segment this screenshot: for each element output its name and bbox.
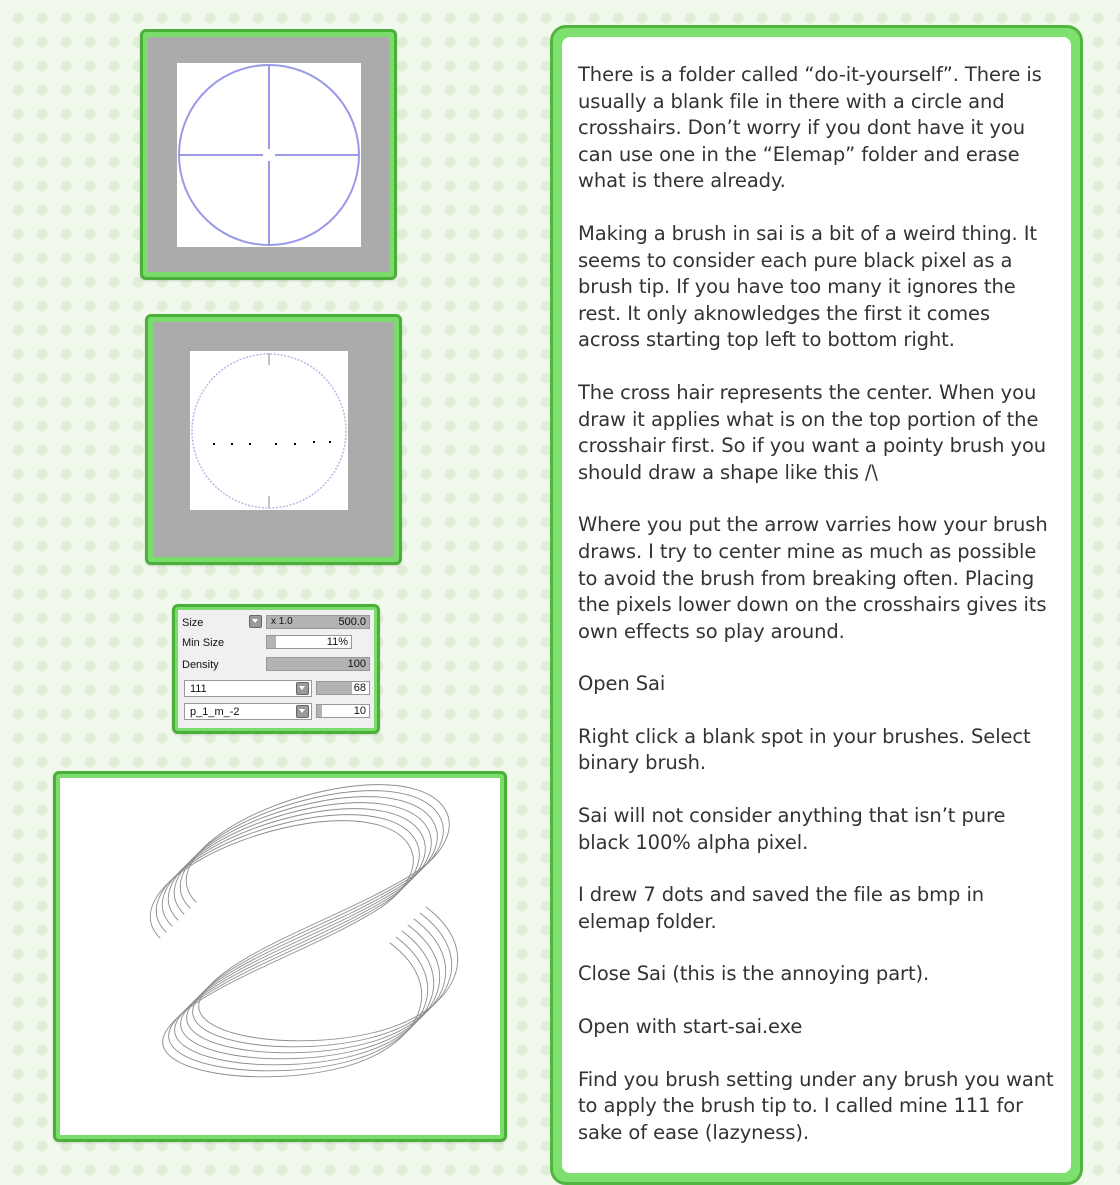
size-dropdown-icon[interactable] (249, 615, 262, 628)
instruction-paragraph: Open with start-sai.exe (578, 1015, 803, 1039)
tip-strength-slider[interactable] (316, 681, 370, 695)
texture-strength-slider-fill (317, 705, 322, 717)
instruction-paragraph: Making a brush in sai is a bit of a weird thing. It seems to consider each pure black pixel as a brush tip. If you have too many it ignores the rest. It only aknowledges the first it comes across starting top left to bottom right. (578, 221, 1037, 352)
min-size-row (182, 634, 370, 651)
instruction-paragraph: The cross hair represents the center. When you draw it applies what is on the top portion of the crosshair first. So if you want a pointy brush you should draw a shape like this /\ (578, 380, 1047, 484)
instruction-paragraph: Right click a blank spot in your brushes. Select binary brush. (578, 724, 1031, 775)
tip-strength-slider-fill (317, 682, 352, 694)
stroke-sample-frame (53, 771, 507, 1142)
brush-settings-frame (172, 604, 380, 734)
density-value: 100 (347, 658, 366, 670)
tip-shape-select[interactable] (184, 680, 312, 697)
tip-shape-value: 111 (190, 683, 207, 695)
stroke-sample-canvas (60, 778, 500, 1135)
texture-row (182, 703, 370, 720)
size-value: 500.0 (338, 616, 366, 628)
size-label: Size (182, 617, 204, 629)
size-slider[interactable] (266, 615, 370, 629)
chevron-down-icon[interactable] (296, 682, 309, 695)
instruction-paragraph: Sai will not consider anything that isn’t pure black 100% alpha pixel. (578, 804, 1006, 854)
template-image-frame (140, 29, 397, 280)
instruction-paragraph: I drew 7 dots and saved the file as bmp in elemap folder. (578, 883, 985, 933)
circle-crosshair-graphic (177, 63, 361, 247)
min-size-value: 11% (326, 636, 348, 648)
dots-canvas (190, 351, 348, 510)
instruction-paragraph: There is a folder called “do-it-yourself”. There is usually a blank file in there with a circle and crosshairs. Don’t worry if you dont have it you can use one in the “Elemap” folder and erase what is there already. (578, 63, 1042, 193)
size-row (182, 614, 370, 631)
tip-shape-row (182, 680, 370, 697)
dots-image-background (153, 322, 394, 557)
instruction-paragraph: Find you brush setting under any brush you want to apply the brush tip to. I called mine 111 for sake of ease (lazyness). (578, 1067, 1054, 1144)
min-size-label: Min Size (182, 637, 225, 649)
texture-select[interactable] (184, 703, 312, 720)
texture-value: p_1_m_-2 (190, 706, 240, 718)
brush-settings-panel (178, 610, 374, 728)
instruction-paragraph: Where you put the arrow varries how your brush draws. I try to center mine as much as possible to avoid the brush from breaking often. Placing the pixels lower down on the crosshairs gives its own effects so play around. (578, 513, 1048, 643)
seven-dots-graphic (190, 351, 348, 510)
density-label: Density (182, 659, 219, 671)
density-slider[interactable] (266, 657, 370, 671)
chevron-down-icon[interactable] (296, 705, 309, 718)
min-size-slider-fill (267, 636, 276, 648)
instructions-frame (550, 25, 1083, 1185)
texture-strength-slider[interactable] (316, 704, 370, 718)
multi-line-stroke-graphic (60, 778, 500, 1135)
instructions-panel (562, 37, 1071, 1173)
template-image-background (148, 37, 389, 272)
min-size-slider[interactable] (266, 635, 352, 649)
density-row (182, 656, 370, 673)
texture-strength-value: 10 (353, 705, 366, 717)
instruction-paragraph: Open Sai (578, 672, 666, 696)
dots-image-frame (145, 314, 402, 565)
instruction-paragraph: Close Sai (this is the annoying part). (578, 962, 930, 986)
template-canvas (177, 63, 361, 247)
size-multiplier: x 1.0 (271, 616, 293, 627)
tip-strength-value: 68 (353, 682, 366, 694)
